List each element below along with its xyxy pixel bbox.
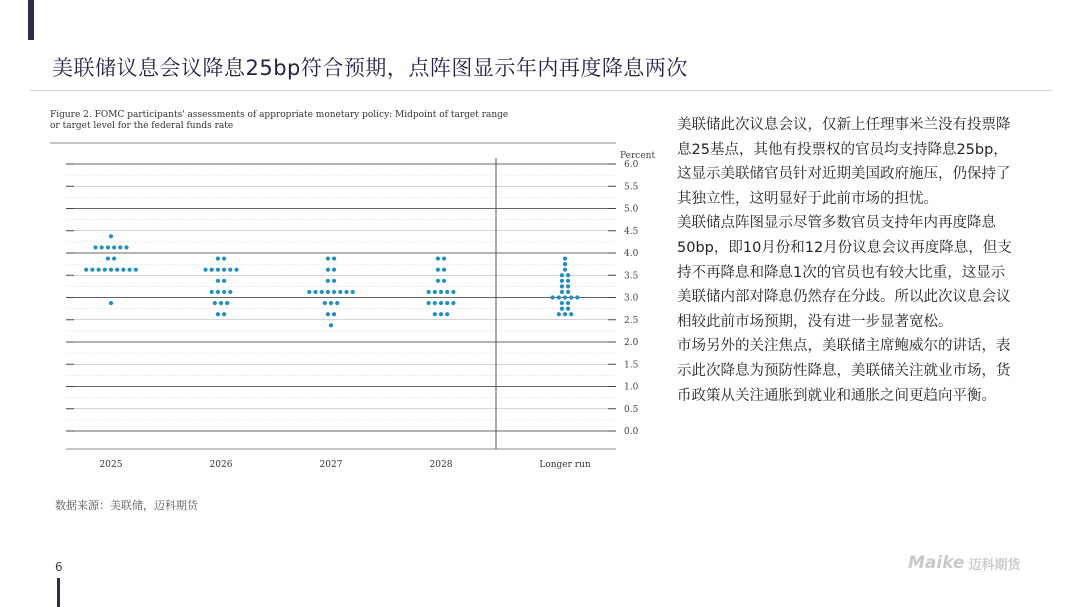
participant-dot <box>427 290 431 294</box>
participant-dot <box>563 268 567 272</box>
participant-dot <box>106 245 110 249</box>
participant-dot <box>433 312 437 316</box>
page-number: 6 <box>55 560 63 574</box>
participant-dot <box>323 301 327 305</box>
participant-dot <box>222 312 226 316</box>
participant-dot <box>442 268 446 272</box>
participant-dot <box>313 290 317 294</box>
commentary-text <box>677 113 1017 408</box>
dot-plot-chart <box>48 106 656 486</box>
participant-dot <box>338 290 342 294</box>
x-category-label: 2026 <box>209 460 233 470</box>
participant-dot <box>557 312 561 316</box>
participant-dot <box>109 301 113 305</box>
participant-dot <box>222 268 226 272</box>
grid-layer <box>50 143 616 449</box>
participant-dot <box>445 312 449 316</box>
participant-dot <box>569 295 573 299</box>
dot-layer <box>84 234 579 327</box>
participant-dot <box>128 268 132 272</box>
participant-dot <box>320 290 324 294</box>
participant-dot <box>90 268 94 272</box>
participant-dot <box>433 290 437 294</box>
participant-dot <box>118 245 122 249</box>
participant-dot <box>560 273 564 277</box>
participant-dot <box>216 279 220 283</box>
participant-dot <box>560 279 564 283</box>
participant-dot <box>427 301 431 305</box>
participant-dot <box>203 268 207 272</box>
x-category-label: 2025 <box>99 460 123 470</box>
title-divider <box>30 90 1052 91</box>
participant-dot <box>442 279 446 283</box>
logo-wordmark: Maike <box>908 553 965 573</box>
participant-dot <box>344 290 348 294</box>
participant-dot <box>228 268 232 272</box>
commentary-paragraph-2: 美联储点阵图显示尽管多数官员支持年内再度降息50bp，即10月份和12月份议息会议再度降息，但支持不再降息和降息1次的官员也有较大比重，这显示美联储内部对降息仍然存在分歧。所以此次议息会议相较此前市场预期，没有进一步显著宽松。 <box>677 215 1012 330</box>
participant-dot <box>351 290 355 294</box>
participant-dot <box>210 290 214 294</box>
participant-dot <box>560 290 564 294</box>
participant-dot <box>560 307 564 311</box>
participant-dot <box>210 268 214 272</box>
participant-dot <box>84 268 88 272</box>
participant-dot <box>326 279 330 283</box>
participant-dot <box>307 290 311 294</box>
commentary-paragraph-3: 市场另外的关注焦点，美联储主席鲍威尔的讲话，表示此次降息为预防性降息，美联储关注就业市场，货币政策从关注通胀到就业和通胀之间更趋向平衡。 <box>677 338 1011 404</box>
participant-dot <box>560 284 564 288</box>
participant-dot <box>566 273 570 277</box>
participant-dot <box>439 290 443 294</box>
participant-dot <box>563 295 567 299</box>
participant-dot <box>222 279 226 283</box>
participant-dot <box>433 301 437 305</box>
participant-dot <box>445 301 449 305</box>
participant-dot <box>436 279 440 283</box>
participant-dot <box>563 312 567 316</box>
x-category-label: Longer run <box>539 460 591 470</box>
y-tick-label: 6.0 <box>624 160 639 170</box>
logo-chinese-name: 迈科期货 <box>968 557 1021 573</box>
participant-dot <box>228 290 232 294</box>
participant-dot <box>332 268 336 272</box>
participant-dot <box>112 245 116 249</box>
y-tick-label: 3.5 <box>624 271 639 282</box>
y-tick-label: 1.5 <box>624 360 639 371</box>
y-tick-label: 3.0 <box>624 293 639 304</box>
participant-dot <box>326 256 330 260</box>
participant-dot <box>326 290 330 294</box>
participant-dot <box>445 290 449 294</box>
participant-dot <box>551 295 555 299</box>
participant-dot <box>213 301 217 305</box>
y-tick-label: 2.0 <box>624 338 639 348</box>
participant-dot <box>332 256 336 260</box>
participant-dot <box>563 262 567 266</box>
participant-dot <box>566 284 570 288</box>
participant-dot <box>329 301 333 305</box>
figure-caption-line-1: Figure 2. FOMC participants' assessments of appropriate monetary policy: Midpoint of target range <box>50 110 509 120</box>
y-unit-label: Percent <box>620 151 656 161</box>
x-category-label: 2028 <box>429 460 453 470</box>
x-category-label: 2027 <box>319 460 343 470</box>
participant-dot <box>326 312 330 316</box>
accent-bar-bottom <box>57 578 60 607</box>
y-tick-label: 2.5 <box>624 315 639 326</box>
participant-dot <box>326 268 330 272</box>
participant-dot <box>109 234 113 238</box>
participant-dot <box>451 301 455 305</box>
company-logo <box>908 553 1020 573</box>
participant-dot <box>124 245 128 249</box>
participant-dot <box>566 301 570 305</box>
participant-dot <box>115 268 119 272</box>
participant-dot <box>566 290 570 294</box>
participant-dot <box>106 256 110 260</box>
accent-bar-top <box>28 0 34 40</box>
participant-dot <box>97 268 101 272</box>
participant-dot <box>451 290 455 294</box>
source-note: 数据来源：美联储，迈科期货 <box>55 499 198 512</box>
participant-dot <box>112 256 116 260</box>
y-tick-label: 4.0 <box>624 249 639 259</box>
participant-dot <box>100 245 104 249</box>
y-tick-label: 5.5 <box>624 182 639 193</box>
participant-dot <box>103 268 107 272</box>
participant-dot <box>560 301 564 305</box>
participant-dot <box>557 295 561 299</box>
participant-dot <box>566 279 570 283</box>
participant-dot <box>216 256 220 260</box>
participant-dot <box>436 256 440 260</box>
participant-dot <box>109 268 113 272</box>
y-tick-label: 1.0 <box>624 382 639 393</box>
participant-dot <box>563 256 567 260</box>
participant-dot <box>332 290 336 294</box>
participant-dot <box>335 301 339 305</box>
participant-dot <box>121 268 125 272</box>
participant-dot <box>225 301 229 305</box>
participant-dot <box>216 290 220 294</box>
label-layer <box>100 151 656 470</box>
participant-dot <box>332 279 336 283</box>
participant-dot <box>566 307 570 311</box>
y-tick-label: 5.0 <box>624 204 639 215</box>
participant-dot <box>569 312 573 316</box>
participant-dot <box>216 312 220 316</box>
participant-dot <box>439 312 443 316</box>
participant-dot <box>575 295 579 299</box>
figure-caption-line-2: or target level for the federal funds rate <box>50 121 234 131</box>
participant-dot <box>222 256 226 260</box>
participant-dot <box>216 268 220 272</box>
participant-dot <box>442 256 446 260</box>
y-tick-label: 0.0 <box>624 427 639 437</box>
participant-dot <box>93 245 97 249</box>
y-tick-label: 4.5 <box>624 226 639 237</box>
participant-dot <box>329 323 333 327</box>
dot-plot-svg <box>48 106 656 486</box>
participant-dot <box>332 312 336 316</box>
participant-dot <box>436 268 440 272</box>
slide-title: 美联储议息会议降息25bp符合预期，点阵图显示年内再度降息两次 <box>52 56 688 80</box>
participant-dot <box>234 268 238 272</box>
y-tick-label: 0.5 <box>624 404 639 415</box>
participant-dot <box>222 290 226 294</box>
participant-dot <box>439 301 443 305</box>
participant-dot <box>134 268 138 272</box>
commentary-paragraph-1: 美联储此次议息会议，仅新上任理事米兰没有投票降息25基点，其他有投票权的官员均支持降息25bp，这显示美联储官员针对近期美国政府施压，仍保持了其独立性，这明显好于此前市场的担忧。 <box>677 117 1011 207</box>
participant-dot <box>219 301 223 305</box>
